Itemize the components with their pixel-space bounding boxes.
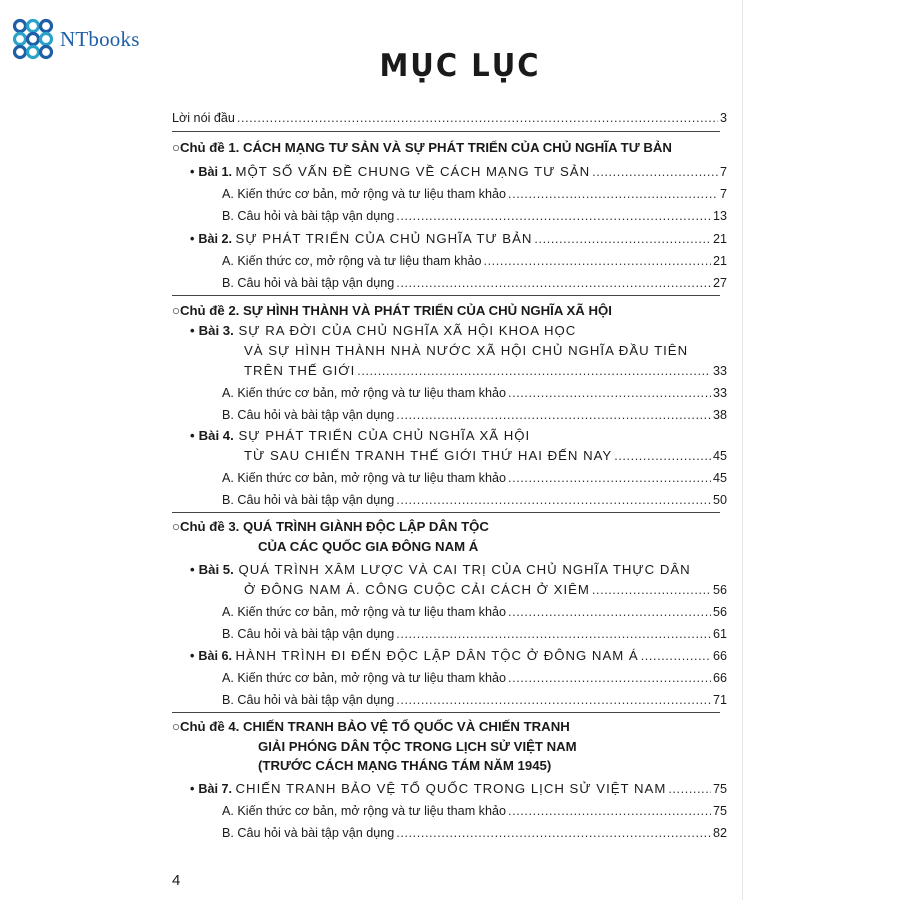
leader-dots [508, 604, 711, 620]
entry-page: 7 [719, 187, 727, 201]
toc-entry-bai3-a[interactable] [222, 385, 727, 401]
entry-label: A. Kiến thức cơ bản, mở rộng và tư liệu tham khảo [222, 187, 506, 201]
entry-label: A. Kiến thức cơ bản, mở rộng và tư liệu tham khảo [222, 605, 506, 619]
entry-page: 66 [712, 649, 727, 663]
leader-dots [592, 164, 718, 180]
leader-dots [508, 186, 718, 202]
bullet-icon: • [190, 562, 195, 577]
topic-title: Chủ đề 1. CÁCH MẠNG TƯ SẢN VÀ SỰ PHÁT TRIỂN CỦA CHỦ NGHĨA TƯ BẢN [179, 140, 672, 155]
leader-dots [396, 275, 711, 291]
lesson-heading-bai4 [190, 428, 530, 444]
leader-dots [237, 110, 718, 126]
toc-entry-bai1-a[interactable] [222, 186, 727, 202]
divider [172, 131, 720, 132]
leader-dots [357, 363, 711, 379]
topic-title-line-2: GIẢI PHÓNG DÂN TỘC TRONG LỊCH SỬ VIỆT NAM [258, 739, 577, 754]
lesson-label: Bài 6. [198, 649, 233, 663]
entry-page: 21 [712, 232, 727, 246]
bullet-icon: • [190, 232, 195, 246]
circle-bullet-icon: ○ [172, 519, 180, 534]
toc-entry-bai3-b[interactable] [222, 407, 727, 423]
toc-entry-bai7-a[interactable] [222, 803, 727, 819]
lesson-label: Bài 5. [198, 562, 234, 577]
entry-page: 75 [712, 804, 727, 818]
leader-dots [508, 670, 711, 686]
leader-dots [508, 803, 711, 819]
entry-label: B. Câu hỏi và bài tập vận dụng [222, 209, 395, 223]
lesson-title-line-1: SỰ PHÁT TRIỂN CỦA CHỦ NGHĨA XÃ HỘI [238, 428, 531, 443]
toc-entry-bai6[interactable] [190, 648, 727, 664]
leader-dots [592, 582, 711, 598]
leader-dots [614, 448, 711, 464]
topic-heading-4 [172, 719, 570, 735]
entry-page: 61 [712, 627, 727, 641]
divider [172, 295, 720, 296]
entry-page: 66 [712, 671, 727, 685]
entry-label: B. Câu hỏi và bài tập vận dụng [222, 693, 395, 707]
lesson-title-line-2: VÀ SỰ HÌNH THÀNH NHÀ NƯỚC XÃ HỘI CHỦ NGHĨA ĐẦU TIÊN [244, 343, 689, 358]
topic-title-line-1: Chủ đề 3. QUÁ TRÌNH GIÀNH ĐỘC LẬP DÂN TỘC [179, 519, 489, 534]
entry-page: 50 [712, 493, 727, 507]
toc-entry-bai6-a[interactable] [222, 670, 727, 686]
leader-dots [508, 470, 711, 486]
leader-dots [396, 692, 711, 708]
bullet-icon: • [190, 649, 195, 663]
topic-title-line-3: (TRƯỚC CÁCH MẠNG THÁNG TÁM NĂM 1945) [258, 758, 552, 773]
leader-dots [396, 407, 711, 423]
entry-label: Lời nói đầu [172, 111, 235, 125]
circle-bullet-icon: ○ [172, 719, 180, 734]
entry-label: B. Câu hỏi và bài tập vận dụng [222, 627, 395, 641]
toc-entry-bai1-b[interactable] [222, 208, 727, 224]
toc-entry-bai5[interactable] [244, 582, 727, 598]
toc-entry-bai2[interactable] [190, 231, 727, 247]
circle-bullet-icon: ○ [172, 140, 180, 155]
leader-dots [534, 231, 711, 247]
brand-name: NTbooks [60, 26, 140, 51]
toc-entry-bai4-a[interactable] [222, 470, 727, 486]
toc-entry-bai5-b[interactable] [222, 626, 727, 642]
topic-title: Chủ đề 2. SỰ HÌNH THÀNH VÀ PHÁT TRIỂN CỦA CHỦ NGHĨA XÃ HỘI [179, 303, 612, 318]
entry-page: 33 [712, 386, 727, 400]
topic-heading-2 [172, 303, 612, 319]
entry-page: 82 [712, 826, 727, 840]
leader-dots [396, 825, 711, 841]
page-number: 4 [172, 872, 181, 889]
lesson-label: Bài 7. [198, 782, 233, 796]
lesson-title: MỘT SỐ VẤN ĐỀ CHUNG VỀ CÁCH MẠNG TƯ SẢN [235, 164, 591, 179]
entry-label: B. Câu hỏi và bài tập vận dụng [222, 276, 395, 290]
entry-page: 71 [712, 693, 727, 707]
lesson-title-line-2: Ở ĐÔNG NAM Á. CÔNG CUỘC CẢI CÁCH Ở XIÊM [244, 582, 590, 597]
entry-page: 38 [712, 408, 727, 422]
entry-page: 56 [712, 605, 727, 619]
toc-entry-bai2-a[interactable] [222, 253, 727, 269]
toc-entry-bai5-a[interactable] [222, 604, 727, 620]
entry-page: 56 [712, 583, 727, 597]
entry-page: 75 [712, 782, 727, 796]
leader-dots [668, 781, 711, 797]
lesson-label: Bài 1. [198, 165, 233, 179]
toc-entry-bai7-b[interactable] [222, 825, 727, 841]
entry-label: B. Câu hỏi và bài tập vận dụng [222, 493, 395, 507]
lesson-title-line-1: QUÁ TRÌNH XÂM LƯỢC VÀ CAI TRỊ CỦA CHỦ NGHĨA THỰC DÂN [238, 562, 691, 577]
entry-label: A. Kiến thức cơ bản, mở rộng và tư liệu tham khảo [222, 386, 506, 400]
leader-dots [641, 648, 711, 664]
toc-entry-bai4[interactable] [244, 448, 727, 464]
leader-dots [483, 253, 711, 269]
entry-page: 27 [712, 276, 727, 290]
topic-title-line-2: CỦA CÁC QUỐC GIA ĐÔNG NAM Á [258, 539, 479, 554]
toc-entry-bai6-b[interactable] [222, 692, 727, 708]
topic-heading-1 [172, 140, 672, 156]
entry-page: 33 [712, 364, 727, 378]
divider [172, 512, 720, 513]
page-title: MỤC LỤC [379, 46, 541, 84]
entry-label: A. Kiến thức cơ bản, mở rộng và tư liệu tham khảo [222, 671, 506, 685]
lesson-title-line-3: TRÊN THẾ GIỚI [244, 363, 356, 378]
entry-page: 45 [712, 471, 727, 485]
entry-label: B. Câu hỏi và bài tập vận dụng [222, 408, 395, 422]
lesson-title: SỰ PHÁT TRIỂN CỦA CHỦ NGHĨA TƯ BẢN [235, 231, 533, 246]
toc-entry-bai7[interactable] [190, 781, 727, 797]
entry-page: 21 [712, 254, 727, 268]
leader-dots [396, 626, 711, 642]
lesson-heading-bai3 [190, 323, 576, 339]
entry-label: A. Kiến thức cơ bản, mở rộng và tư liệu tham khảo [222, 804, 506, 818]
toc-entry-bai2-b[interactable] [222, 275, 727, 291]
divider [172, 712, 720, 713]
toc-entry-bai3[interactable] [244, 363, 727, 379]
topic-title-line-1: Chủ đề 4. CHIẾN TRANH BẢO VỆ TỔ QUỐC VÀ CHIẾN TRANH [179, 719, 570, 734]
entry-label: B. Câu hỏi và bài tập vận dụng [222, 826, 395, 840]
leader-dots [396, 208, 711, 224]
leader-dots [508, 385, 711, 401]
entry-page: 13 [712, 209, 727, 223]
bullet-icon: • [190, 323, 195, 338]
bullet-icon: • [190, 782, 195, 796]
circle-bullet-icon: ○ [172, 303, 180, 318]
lesson-title: HÀNH TRÌNH ĐI ĐẾN ĐỘC LẬP DÂN TỘC Ở ĐÔNG NAM Á [235, 648, 639, 663]
lesson-title: CHIẾN TRANH BẢO VỆ TỔ QUỐC TRONG LỊCH SỬ VIỆT NAM [235, 781, 667, 796]
bullet-icon: • [190, 428, 195, 443]
lesson-label: Bài 2. [198, 232, 233, 246]
toc-entry-bai1[interactable] [190, 164, 727, 180]
leader-dots [396, 492, 711, 508]
lesson-title-line-2: TỪ SAU CHIẾN TRANH THẾ GIỚI THỨ HAI ĐẾN NAY [244, 448, 613, 463]
entry-label: A. Kiến thức cơ bản, mở rộng và tư liệu tham khảo [222, 471, 506, 485]
toc-entry-intro[interactable] [172, 110, 727, 126]
entry-page: 45 [712, 449, 727, 463]
entry-page: 7 [719, 165, 727, 179]
lesson-heading-bai5 [190, 562, 691, 578]
toc-entry-bai4-b[interactable] [222, 492, 727, 508]
lesson-title-line-1: SỰ RA ĐỜI CỦA CHỦ NGHĨA XÃ HỘI KHOA HỌC [238, 323, 577, 338]
entry-label: A. Kiến thức cơ, mở rộng và tư liệu tham khảo [222, 254, 482, 268]
lesson-label: Bài 3. [198, 323, 234, 338]
lesson-label: Bài 4. [198, 428, 234, 443]
bullet-icon: • [190, 165, 195, 179]
topic-heading-3 [172, 519, 489, 535]
entry-page: 3 [719, 111, 727, 125]
